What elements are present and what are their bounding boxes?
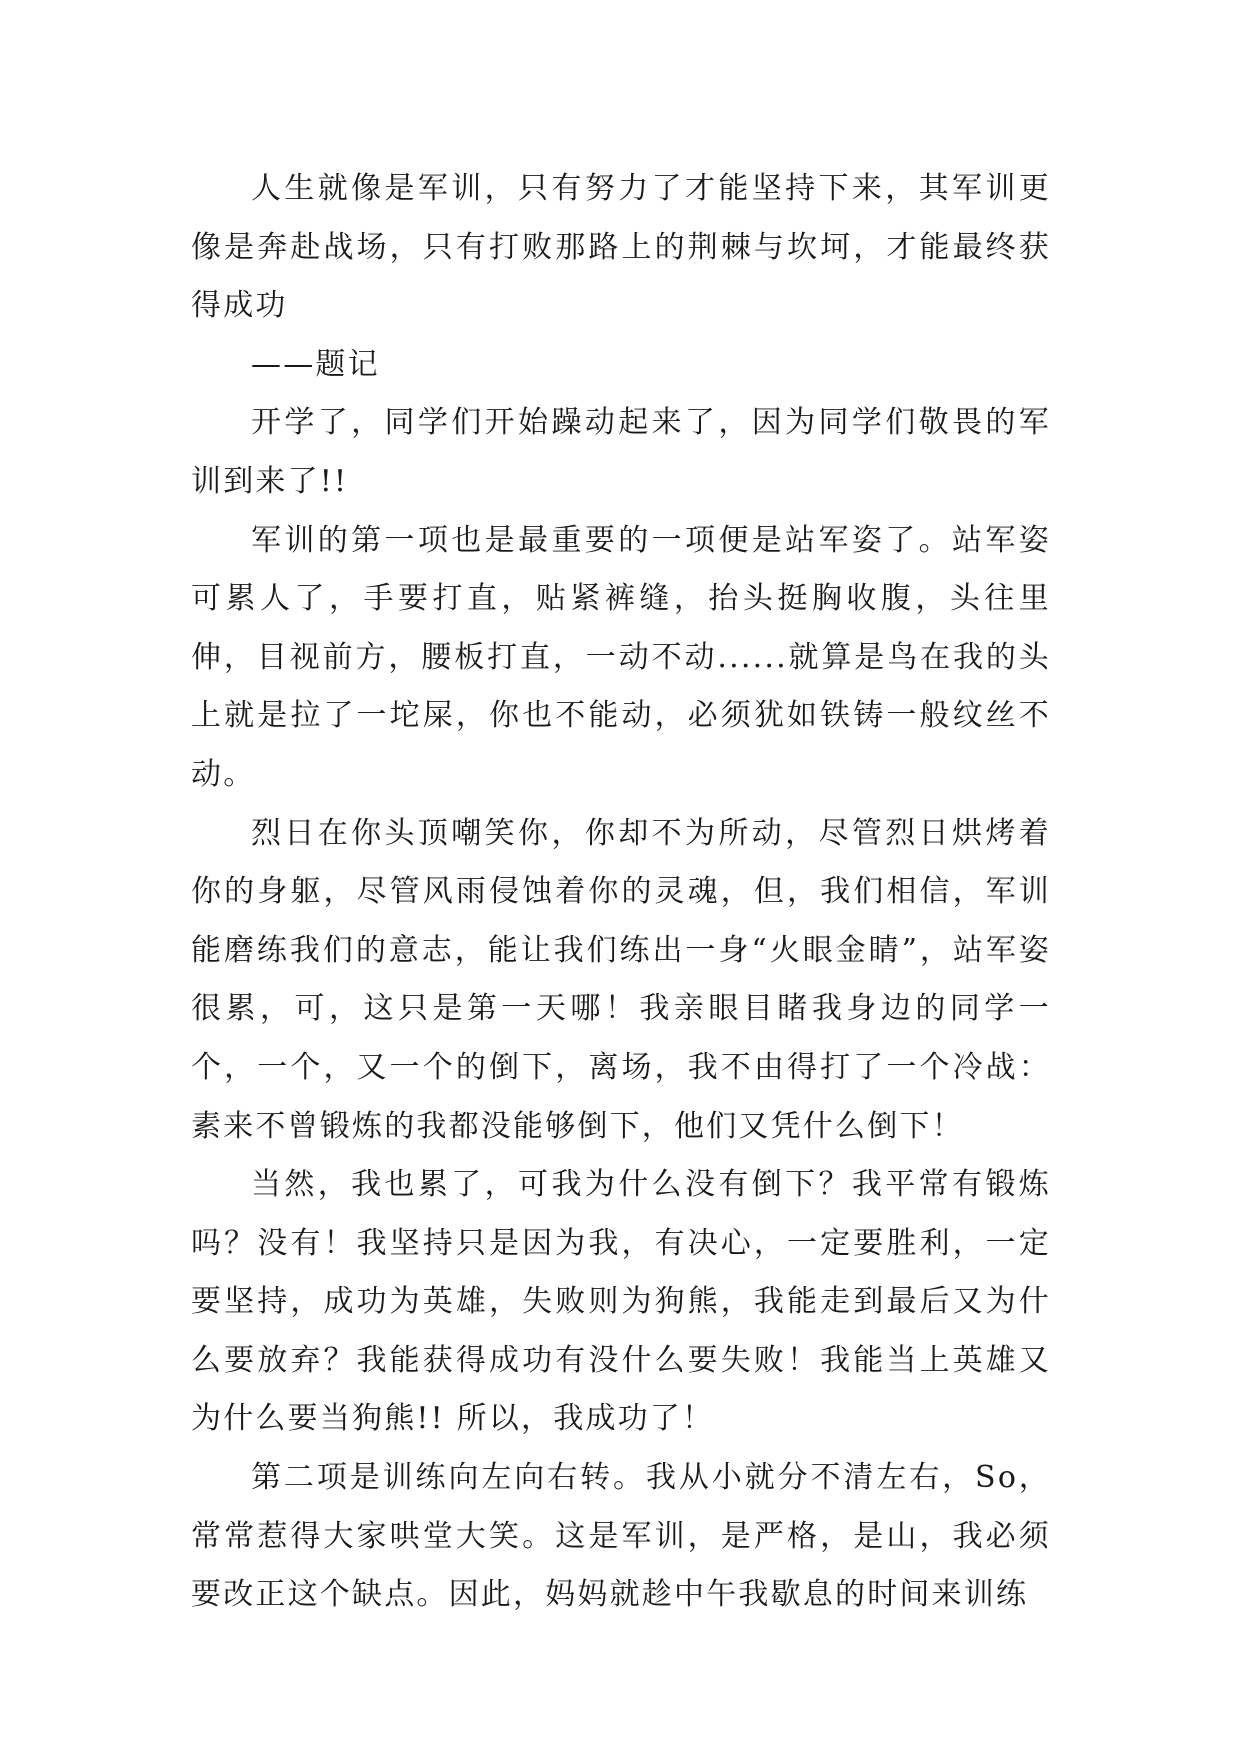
- paragraph-3: 烈日在你头顶嘲笑你，你却不为所动，尽管烈日烘烤着你的身躯，尽管风雨侵蚀着你的灵魂，但，我们相信，军训能磨练我们的意志，能让我们练出一身“火眼金睛”，站军姿很累，可，这只是第一天哪！我亲眼目睹我身边的同学一个，一个，又一个的倒下，离场，我不由得打了一个冷战：素来不曾锻炼的我都没能够倒下，他们又凭什么倒下！: [191, 815, 1051, 1144]
- essay-body: [191, 160, 1051, 1625]
- paragraph-2: 军训的第一项也是最重要的一项便是站军姿了。站军姿可累人了，手要打直，贴紧裤缝，抬头挺胸收腹，头往里伸，目视前方，腰板打直，一动不动......就算是鸟在我的头上就是拉了一坨屎，你也不能动，必须犹如铁铸一般纹丝不动。: [191, 522, 1051, 792]
- paragraph-5: 第二项是训练向左向右转。我从小就分不清左右，So，常常惹得大家哄堂大笑。这是军训，是严格，是山，我必须要改正这个缺点。因此，妈妈就趁中午我歇息的时间来训练: [191, 1460, 1051, 1613]
- paragraph-1: 开学了，同学们开始躁动起来了，因为同学们敬畏的军训到来了!!: [191, 405, 1051, 499]
- epigraph-attribution: ——题记: [251, 346, 380, 382]
- epigraph: 人生就像是军训，只有努力了才能坚持下来，其军训更像是奔赴战场，只有打败那路上的荆棘与坎坷，才能最终获得成功: [191, 171, 1051, 324]
- paragraph-4: 当然，我也累了，可我为什么没有倒下？我平常有锻炼吗？没有！我坚持只是因为我，有决心，一定要胜利，一定要坚持，成功为英雄，失败则为狗熊，我能走到最后又为什么要放弃？我能获得成功有没什么要失败！我能当上英雄又为什么要当狗熊!! 所以，我成功了！: [191, 1167, 1051, 1437]
